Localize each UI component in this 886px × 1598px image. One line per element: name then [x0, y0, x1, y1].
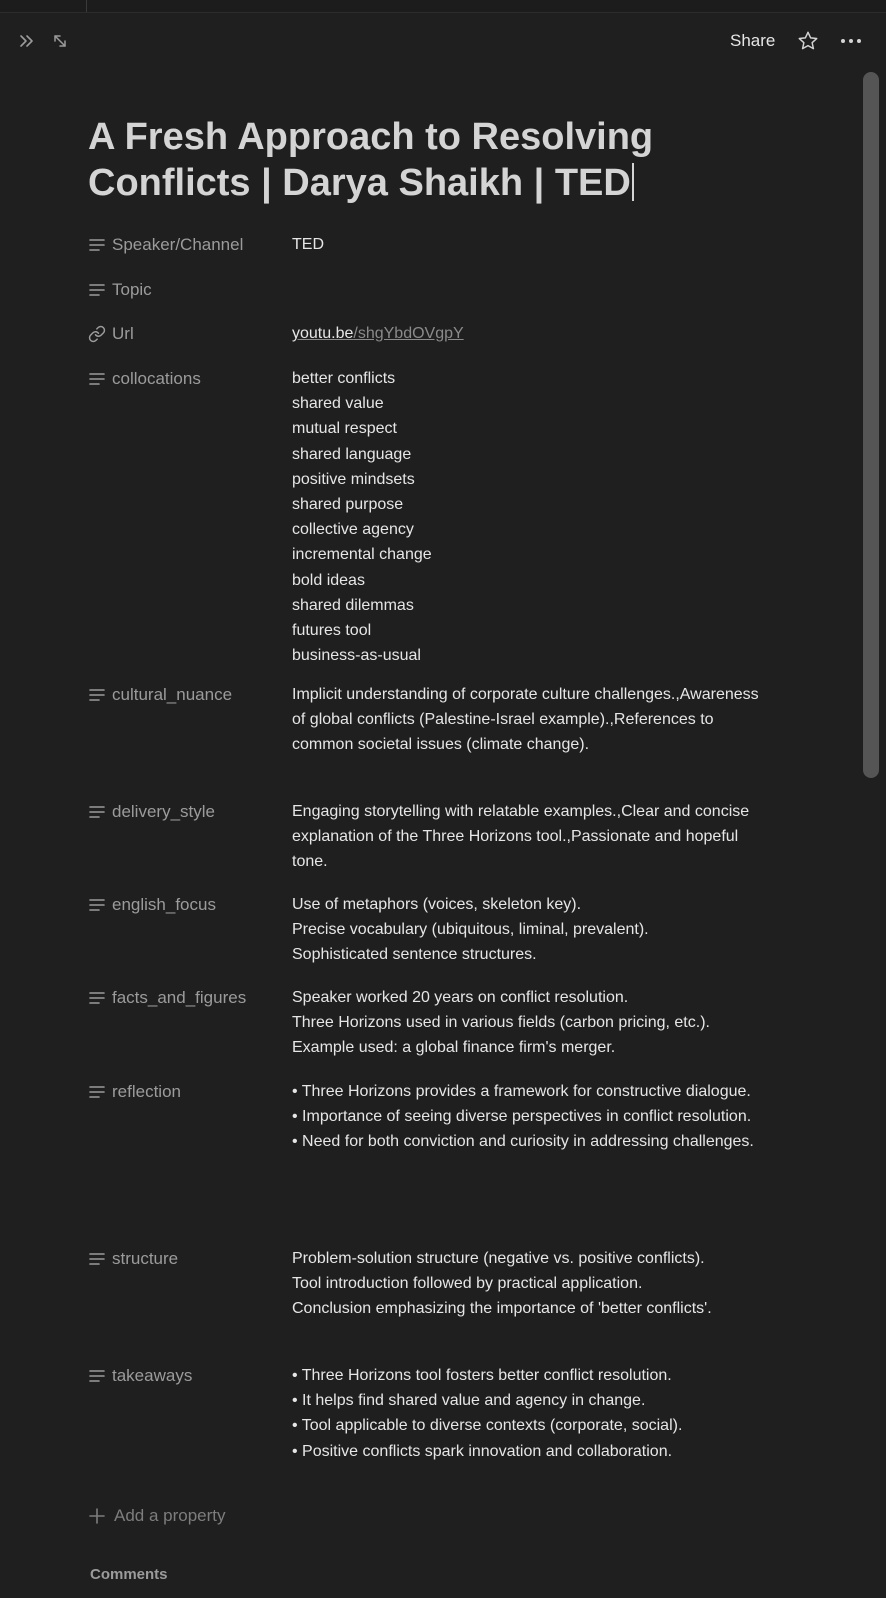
property-row-topic	[88, 277, 772, 302]
text-lines-icon	[88, 990, 106, 1006]
text-lines-icon	[88, 282, 106, 298]
property-value[interactable]	[292, 892, 772, 968]
property-value-line: shared purpose	[292, 496, 404, 514]
property-name[interactable]: takeaways	[112, 1365, 193, 1385]
text-lines-icon	[88, 804, 106, 820]
property-row-cultural-nuance	[88, 682, 772, 758]
property-label[interactable]	[88, 892, 292, 917]
property-value-line: Sophisticated sentence structures.	[292, 946, 537, 964]
property-label[interactable]	[88, 1246, 292, 1271]
text-lines-icon	[88, 897, 106, 913]
property-value-line: • Tool applicable to diverse contexts (corporate, social).	[292, 1417, 683, 1435]
property-name[interactable]: reflection	[112, 1081, 181, 1101]
property-name[interactable]: delivery_style	[112, 801, 215, 821]
top-strip	[0, 0, 886, 13]
property-row-reflection	[88, 1079, 772, 1155]
property-value-line: Implicit understanding of corporate culture challenges.,Awareness of global conflicts (Palestine-Israel example).,References to common societal issues (climate change).	[292, 686, 759, 754]
property-name[interactable]: collocations	[112, 368, 201, 388]
text-lines-icon	[88, 237, 106, 253]
property-row-speaker-channel	[88, 232, 772, 257]
property-value-line: shared dilemmas	[292, 596, 414, 614]
property-value-line: TED	[292, 236, 324, 253]
add-property-label[interactable]: Add a property	[114, 1506, 226, 1525]
property-row-collocations	[88, 366, 772, 668]
property-row-delivery-style	[88, 799, 772, 875]
top-strip-divider	[86, 0, 87, 12]
property-value-line: • Need for both conviction and curiosity in addressing challenges.	[292, 1133, 754, 1151]
property-row-facts-and-figures	[88, 985, 772, 1061]
property-value-line: incremental change	[292, 546, 432, 564]
property-label[interactable]	[88, 1079, 292, 1104]
property-value[interactable]	[292, 232, 772, 257]
property-value-line: positive mindsets	[292, 470, 415, 488]
property-value-line: better conflicts	[292, 370, 396, 387]
property-value-line: mutual respect	[292, 420, 397, 438]
star-icon[interactable]	[794, 27, 822, 55]
text-lines-icon	[88, 1251, 106, 1267]
toolbar	[0, 13, 886, 67]
property-value[interactable]	[292, 1246, 772, 1322]
property-row-takeaways	[88, 1363, 772, 1464]
property-value[interactable]	[292, 799, 772, 875]
add-property-button[interactable]	[88, 1506, 226, 1526]
more-options-icon[interactable]	[837, 27, 865, 55]
property-value[interactable]	[292, 366, 772, 668]
property-value-line: Three Horizons used in various fields (carbon pricing, etc.).	[292, 1014, 710, 1032]
property-value-line: business-as-usual	[292, 647, 421, 665]
property-value[interactable]	[292, 321, 772, 346]
plus-icon	[88, 1507, 106, 1525]
text-lines-icon	[88, 371, 106, 387]
property-row-structure	[88, 1246, 772, 1322]
property-value-line: • Three Horizons tool fosters better conflict resolution.	[292, 1367, 672, 1384]
property-name[interactable]: Speaker/Channel	[112, 234, 244, 254]
property-value[interactable]	[292, 682, 772, 758]
property-value-line: Precise vocabulary (ubiquitous, liminal, prevalent).	[292, 921, 649, 939]
property-label[interactable]	[88, 321, 292, 346]
property-value-line: Problem-solution structure (negative vs. positive conflicts).	[292, 1250, 705, 1267]
property-value-line: bold ideas	[292, 571, 365, 589]
property-value-line: • Three Horizons provides a framework for constructive dialogue.	[292, 1083, 751, 1100]
url-path-link[interactable]: /shgYbdOVgpY	[353, 325, 464, 342]
property-value-line: Tool introduction followed by practical application.	[292, 1275, 643, 1293]
property-value-line: futures tool	[292, 622, 372, 640]
property-name[interactable]: structure	[112, 1248, 179, 1268]
scrollbar[interactable]	[863, 72, 879, 778]
text-caret	[632, 163, 634, 201]
property-value-line: • Importance of seeing diverse perspectives in conflict resolution.	[292, 1108, 752, 1126]
property-name[interactable]: cultural_nuance	[112, 684, 233, 704]
property-value-line: Engaging storytelling with relatable examples.,Clear and concise explanation of the Three Horizons tool.,Passionate and hopeful tone.	[292, 803, 750, 871]
property-value[interactable]	[292, 985, 772, 1061]
property-value-line: Use of metaphors (voices, skeleton key).	[292, 896, 582, 913]
property-name[interactable]: Url	[112, 323, 134, 343]
text-lines-icon	[88, 687, 106, 703]
property-label[interactable]	[88, 985, 292, 1010]
url-domain-link[interactable]: youtu.be	[292, 325, 354, 342]
property-row-english-focus	[88, 892, 772, 968]
property-label[interactable]	[88, 1363, 292, 1388]
expand-icon[interactable]	[46, 27, 74, 55]
property-value-line: shared value	[292, 395, 384, 413]
property-label[interactable]	[88, 277, 292, 302]
property-label[interactable]	[88, 799, 292, 824]
property-name[interactable]: facts_and_figures	[112, 987, 247, 1007]
property-value-line: • Positive conflicts spark innovation and collaboration.	[292, 1442, 673, 1460]
property-label[interactable]	[88, 232, 292, 257]
property-row-url	[88, 321, 772, 346]
share-button[interactable]: Share	[730, 31, 776, 50]
page-title[interactable]	[88, 114, 808, 206]
property-value-line: • It helps find shared value and agency in change.	[292, 1392, 646, 1410]
property-value-line: collective agency	[292, 521, 414, 539]
sidebar-toggle-icon[interactable]	[13, 27, 41, 55]
property-value[interactable]	[292, 1363, 772, 1464]
property-name[interactable]: Topic	[112, 279, 152, 299]
property-label[interactable]	[88, 366, 292, 391]
property-label[interactable]	[88, 682, 292, 707]
property-value-line: Conclusion emphasizing the importance of 'better conflicts'.	[292, 1300, 712, 1318]
comments-heading: Comments	[90, 1566, 168, 1583]
property-value-line: Speaker worked 20 years on conflict resolution.	[292, 989, 629, 1006]
property-value-line: shared language	[292, 445, 412, 463]
page-title-text[interactable]: A Fresh Approach to Resolving Conflicts | Darya Shaikh | TED	[88, 116, 654, 204]
property-name[interactable]: english_focus	[112, 894, 216, 914]
link-icon	[88, 325, 106, 343]
text-lines-icon	[88, 1368, 106, 1384]
text-lines-icon	[88, 1084, 106, 1100]
property-value[interactable]	[292, 1079, 772, 1155]
property-value-line: Example used: a global finance firm's merger.	[292, 1039, 616, 1057]
